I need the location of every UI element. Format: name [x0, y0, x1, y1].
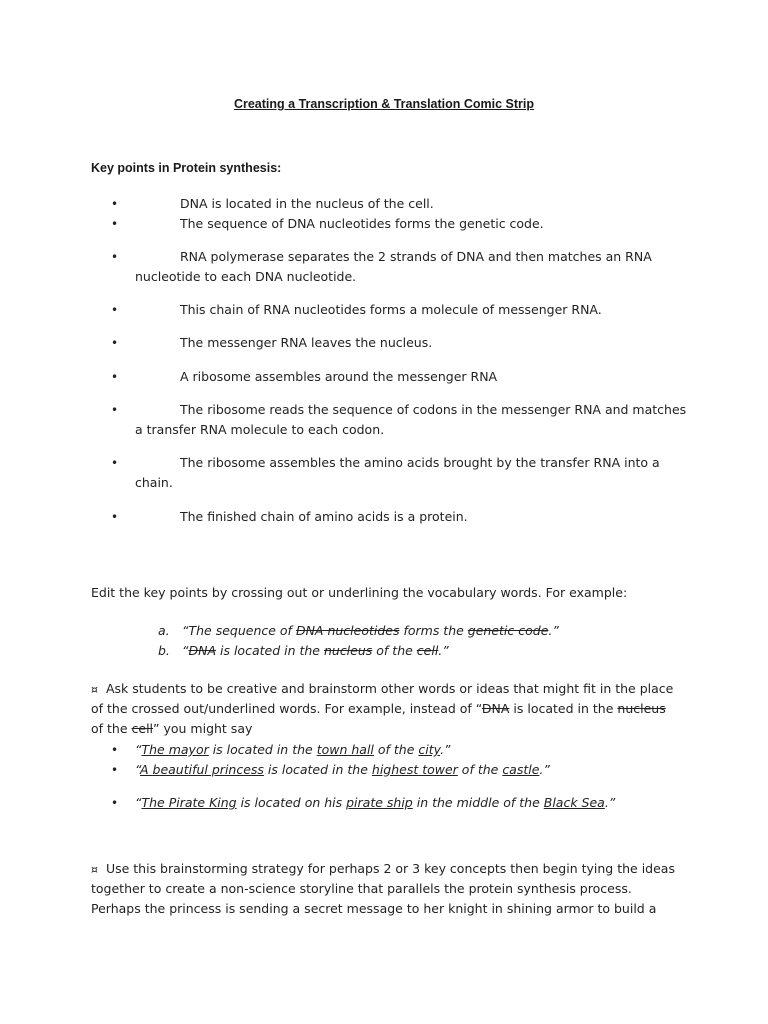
square-bullet-icon: ¤	[91, 683, 98, 696]
bullet-icon: •	[111, 336, 119, 350]
brainstorm-line: of the crossed out/underlined words. For example, instead of “DNA is located in the nucleus	[91, 701, 666, 716]
section-heading: Key points in Protein synthesis:	[91, 161, 282, 175]
bullet-icon: •	[111, 303, 119, 317]
bullet-icon: •	[111, 217, 119, 231]
alternative-example: • “A beautiful princess is located in the highest tower of the castle.”	[111, 760, 550, 780]
bullet-icon: •	[111, 743, 119, 757]
square-bullet-icon: ¤	[91, 863, 98, 876]
alternative-example: • “The mayor is located in the town hall of the city.”	[111, 740, 451, 760]
strategy-line: together to create a non-science storyline that parallels the protein synthesis process.	[91, 881, 632, 896]
brainstorm-line: ¤ Ask students to be creative and brainstorm other words or ideas that might fit in the place	[91, 681, 674, 696]
bullet-icon: •	[111, 370, 119, 384]
example-b: b. “DNA is located in the nucleus of the cell.”	[158, 643, 449, 658]
bullet-icon: •	[111, 796, 119, 810]
document-title: Creating a Transcription & Translation Comic Strip	[233, 97, 535, 111]
bullet-icon: •	[111, 403, 119, 417]
bullet-icon: •	[111, 763, 119, 777]
bullet-icon: •	[111, 250, 119, 264]
document-page: Creating a Transcription & Translation Comic Strip Key points in Protein synthesis: • DNA is located in the nucleus of the cell. • The sequence of DNA nucleotides forms the genetic code. • RNA polymerase separates the 2 strands of DNA and then matches an RNA nucleotide to each DNA nucleotide. • This chain of RNA nucleotides forms a molecule of messenger RNA. • The messenger RNA leaves the nucleus. • A ribosome assembles around the messenger RNA • The ribosome reads the sequence of codons in the messenger RNA and matches a transfer RNA molecule to each codon. • The ribosome assembles the amino acids brought by the transfer RNA into a chain. • The finished chain of amino acids is a protein. Edit the key points by crossing out or underlining the vocabulary words. For example: a. “The sequence of DNA nucleotides forms the genetic code.” b. “DNA is located in the nucleus of the cell.” ¤ Ask students to be creative and brainstorm other words or ideas that might fit in the place of the crossed out/underlined words. For example, instead of “DNA is located in the nucleus of the cell” you might say • “The mayor is located in the town hall of the city.” • “A beautiful princess is located in the highest tower of the castle.” • “The Pirate King is located on his pirate ship in the middle of the Black Sea.” ¤ Use this brainstorming strategy for perhaps 2 or 3 key concepts then begin tying the ideas together to create a non-science storyline that parallels the protein synthesis process. Perhaps the princess is sending a secret message to her knight in shining armor to build a	[0, 0, 768, 1024]
strategy-line: Perhaps the princess is sending a secret message to her knight in shining armor to build a	[91, 901, 657, 916]
brainstorm-line: of the cell” you might say	[91, 721, 253, 736]
strategy-line: ¤ Use this brainstorming strategy for perhaps 2 or 3 key concepts then begin tying the ideas	[91, 861, 675, 876]
edit-instruction: Edit the key points by crossing out or underlining the vocabulary words. For example:	[91, 585, 628, 600]
bullet-icon: •	[111, 510, 119, 524]
bullet-icon: •	[111, 456, 119, 470]
alternative-example: • “The Pirate King is located on his pirate ship in the middle of the Black Sea.”	[111, 793, 615, 813]
bullet-icon: •	[111, 197, 119, 211]
example-a: a. “The sequence of DNA nucleotides forms the genetic code.”	[158, 623, 559, 638]
